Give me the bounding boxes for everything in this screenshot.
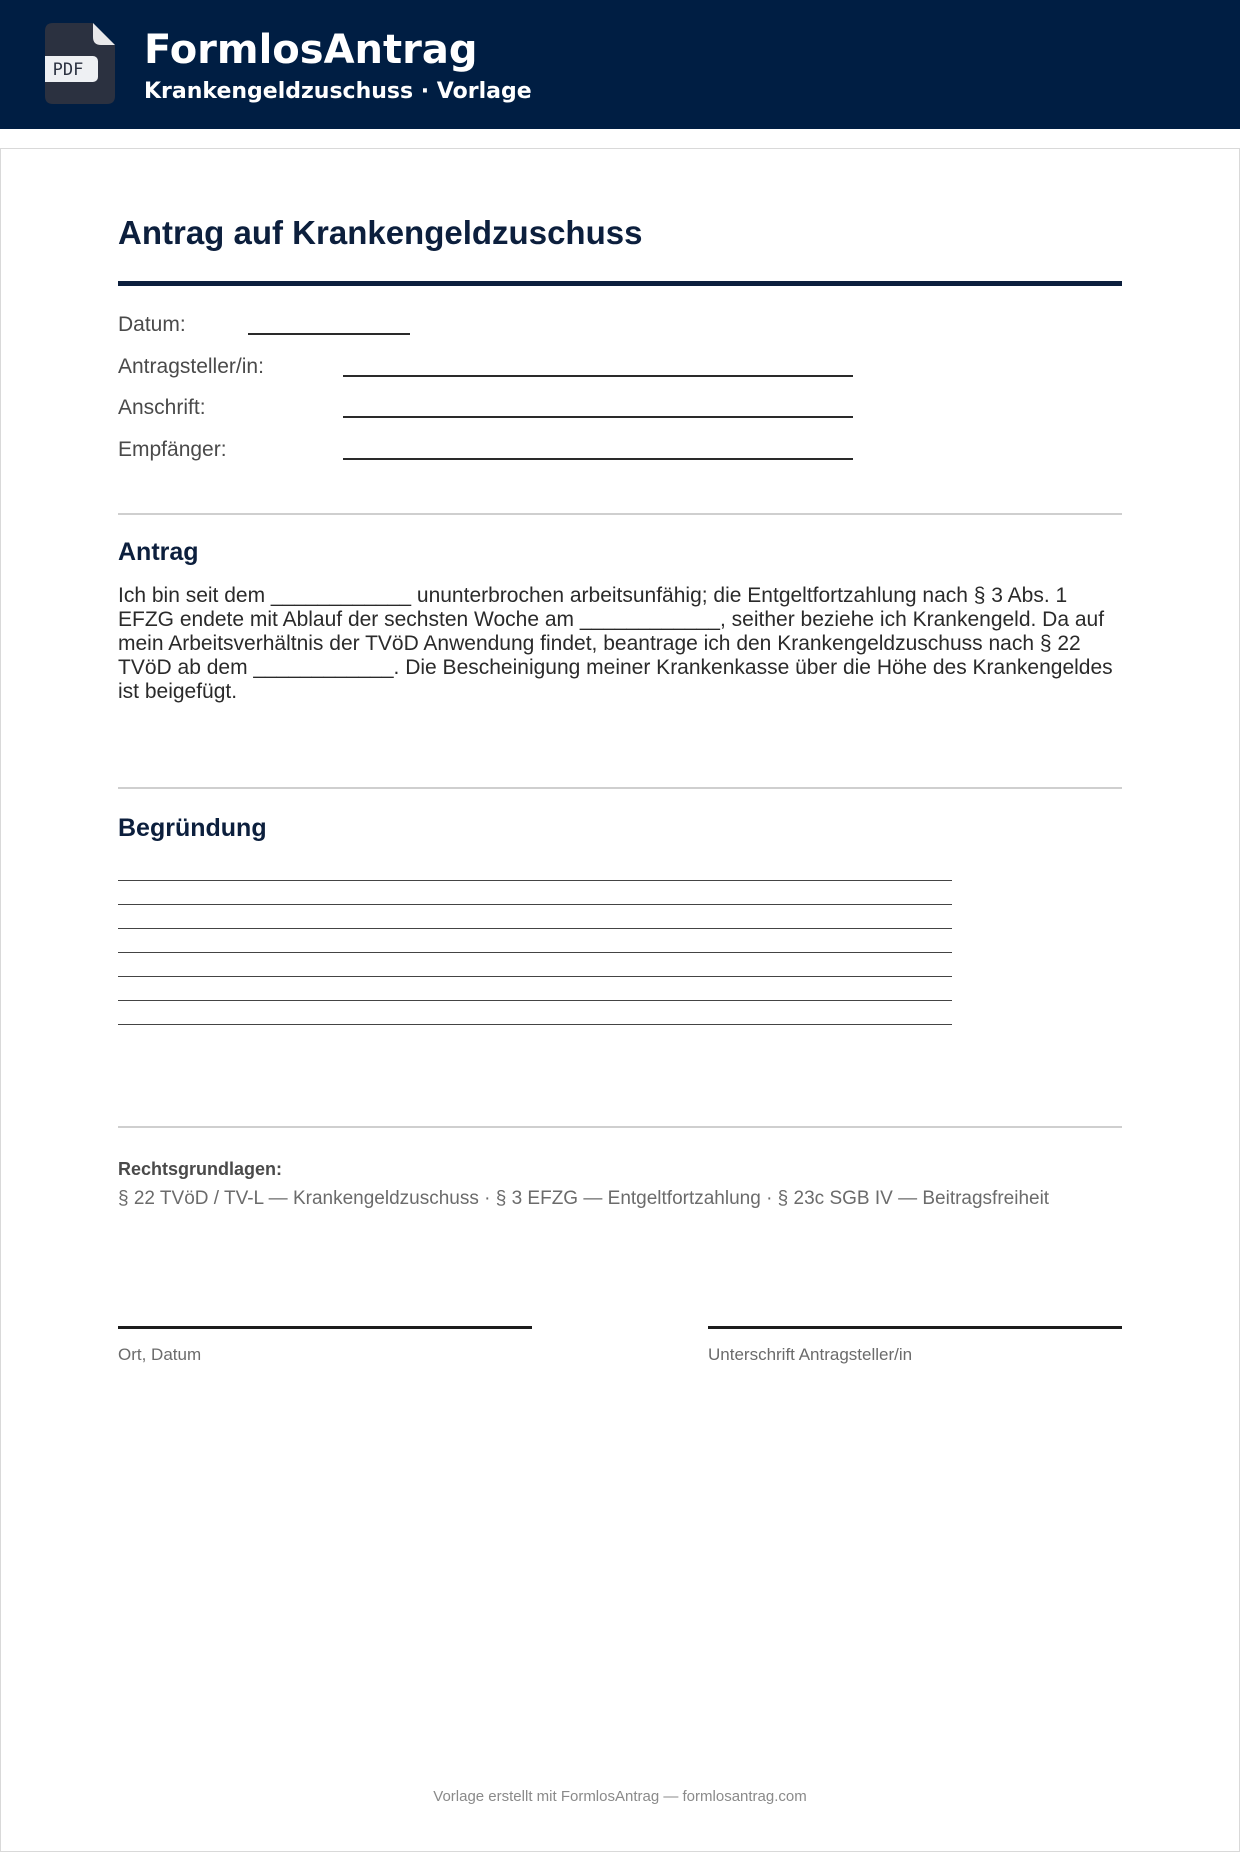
section-title-antrag: Antrag (118, 538, 199, 566)
section-divider (118, 513, 1122, 515)
brand-title: FormlosAntrag (144, 27, 478, 73)
footer-note: Vorlage erstellt mit FormlosAntrag — formlosantrag.com (433, 1788, 807, 1805)
section-title-begruendung: Begründung (118, 814, 267, 842)
app-header (0, 0, 1240, 129)
legal-text: § 22 TVöD / TV-L — Krankengeldzuschuss · § 3 EFZG — Entgeltfortzahlung · § 23c SGB IV — Beitragsfreiheit (118, 1188, 1050, 1209)
signature-line-place-date[interactable] (118, 1326, 532, 1329)
legal-heading: Rechtsgrundlagen: (118, 1159, 283, 1179)
field-label-datum: Datum: (118, 313, 186, 336)
field-label-antragsteller: Antragsteller/in: (118, 355, 264, 378)
section-divider (118, 787, 1122, 789)
section-divider (118, 1126, 1122, 1128)
document-title: Antrag auf Krankengeldzuschuss (118, 214, 643, 251)
brand-subtitle: Krankengeldzuschuss · Vorlage (144, 79, 532, 104)
begruendung-line[interactable] (118, 952, 952, 953)
field-label-anschrift: Anschrift: (118, 396, 206, 419)
pdf-icon-label: PDF (52, 60, 84, 80)
begruendung-line[interactable] (118, 1024, 952, 1025)
signature-caption-applicant: Unterschrift Antragsteller/in (708, 1345, 913, 1364)
field-line-antragsteller[interactable] (343, 375, 853, 377)
title-rule (118, 281, 1122, 286)
begruendung-line[interactable] (118, 904, 952, 905)
field-line-anschrift[interactable] (343, 416, 853, 418)
signature-caption-place-date: Ort, Datum (118, 1345, 202, 1364)
begruendung-line[interactable] (118, 976, 952, 977)
field-label-empfaenger: Empfänger: (118, 438, 227, 461)
signature-line-applicant[interactable] (708, 1326, 1122, 1329)
field-line-empfaenger[interactable] (343, 458, 853, 460)
field-line-datum[interactable] (248, 333, 410, 335)
begruendung-line[interactable] (118, 880, 952, 881)
begruendung-line[interactable] (118, 1000, 952, 1001)
pdf-file-icon (45, 23, 115, 104)
antrag-text: Ich bin seit dem ____________ ununterbrochen arbeitsunfähig; die Entgeltfortzahlung nach § 3 Abs. 1 EFZG endete mit Ablauf der sechsten Woche am ____________, seither beziehe ich Krankengeld. Da auf mein Arbeitsverhältnis der TVöD Anwendung findet, beantrage ich den Krankengeldzuschuss nach § 22 TVöD ab dem ____________. Die Bescheinigung meiner Krankenkasse über die Höhe des Krankengeldes ist beigefügt. (118, 584, 1113, 703)
begruendung-line[interactable] (118, 928, 952, 929)
